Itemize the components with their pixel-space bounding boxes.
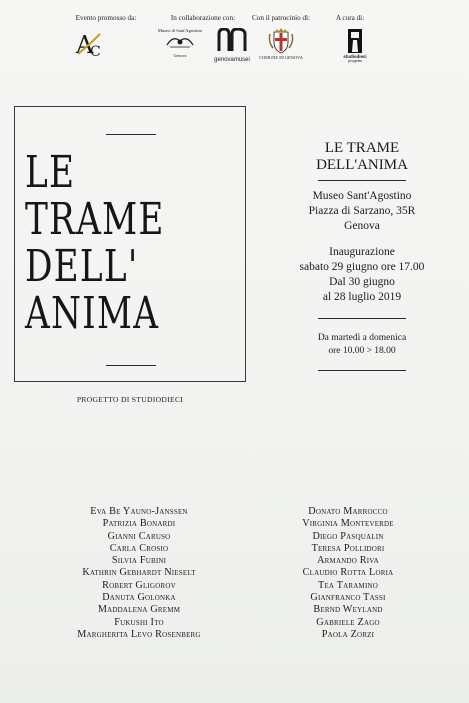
- ac-monogram-logo: [74, 28, 108, 60]
- info-divider-3: [318, 370, 406, 371]
- sponsor-patronage: [246, 14, 316, 60]
- artist-name: Bernd Weyland: [313, 604, 383, 616]
- artist-name: Paola Zorzi: [321, 628, 375, 640]
- artist-name: Fukushi Ito: [114, 616, 164, 628]
- inauguration-date: sabato 29 giugno ore 17.00: [299, 261, 425, 273]
- artist-name: Danuta Golonka: [102, 592, 176, 604]
- venue-city: Genova: [344, 220, 380, 232]
- artist-name: Virginia Monteverde: [302, 518, 394, 530]
- patronage-label: Con il patrocinio di:: [251, 14, 311, 22]
- museum-logo-block: [154, 28, 206, 58]
- museum-emblem-logo: [165, 33, 195, 49]
- title-box: [14, 106, 246, 382]
- artist-name: Gianni Caruso: [107, 530, 171, 542]
- opening-start: Dal 30 giugno: [329, 276, 395, 288]
- sponsor-curator: [322, 14, 378, 63]
- artist-name: Patrizia Bonardi: [102, 518, 176, 530]
- artist-name: Teresa Pollidori: [311, 542, 385, 554]
- big-title: [25, 149, 204, 337]
- big-title-line-3: DELL': [25, 241, 139, 292]
- museum-logo-city: Genova: [173, 53, 187, 58]
- hours-block: [262, 332, 462, 358]
- title-top-rule: [106, 134, 156, 135]
- artist-name: Silvia Fubini: [111, 555, 167, 567]
- exhibition-title: [262, 140, 462, 174]
- studiodieci-figure-logo: [347, 28, 363, 54]
- genovamusei-logo-text: genovamusei: [214, 57, 250, 63]
- artist-name: Robert Gligorov: [102, 579, 176, 591]
- svg-text:C: C: [90, 44, 101, 60]
- info-divider-2: [318, 318, 406, 319]
- city-coat-of-arms-logo: [267, 28, 295, 54]
- artist-list-right: [262, 506, 434, 641]
- artist-name: Tea Taramino: [318, 579, 378, 591]
- studio-logo-subtext: progetto: [348, 59, 362, 63]
- artist-name: Margherita Levo Rosenberg: [77, 628, 201, 640]
- dates-block: [262, 245, 462, 305]
- collab-label: In collaborazione con:: [170, 14, 236, 22]
- inauguration-label: Inaugurazione: [329, 246, 395, 258]
- venue-block: [262, 189, 462, 234]
- sponsor-collab: [148, 14, 258, 63]
- opening-days: Da martedì a domenica: [317, 333, 407, 343]
- artist-name: Gabriele Zago: [316, 616, 380, 628]
- sponsor-strip: [0, 14, 469, 104]
- artist-name: Kathrin Gebhardt Nieselt: [82, 567, 196, 579]
- title-bottom-rule: [106, 365, 156, 366]
- info-divider-1: [318, 180, 406, 181]
- opening-end: al 28 luglio 2019: [322, 291, 402, 303]
- venue-address: Piazza di Sarzano, 35R: [308, 205, 416, 217]
- sponsor-promoter: [56, 14, 156, 60]
- venue-name: Museo Sant'Agostino: [312, 190, 412, 202]
- artist-name: Armando Riva: [317, 555, 379, 567]
- artist-name: Donato Marrocco: [308, 506, 388, 517]
- big-title-line-2: TRAME: [25, 194, 165, 245]
- artist-name: Claudio Rotta Loria: [302, 567, 394, 579]
- comune-logo-text: COMUNE DI GENOVA: [259, 55, 303, 60]
- opening-hours: ore 10.00 > 18.00: [328, 346, 396, 356]
- exhibition-title-line-1: LE TRAME: [324, 140, 400, 156]
- svg-text:A: A: [76, 31, 94, 59]
- project-credit: PROGETTO DI STUDIODIECI: [76, 395, 184, 404]
- studio-logo-text: studiodieci: [343, 54, 367, 59]
- museum-logo-name: Museo di Sant'Agostino: [157, 28, 203, 33]
- promoted-label: Evento promosso da:: [75, 14, 137, 22]
- big-title-line-4: ANIMA: [25, 288, 160, 339]
- genovamusei-m-logo: [216, 28, 248, 52]
- artist-name: Gianfranco Tassi: [310, 592, 386, 604]
- artist-name: Carla Crosio: [109, 542, 169, 554]
- big-title-line-1: LE: [25, 147, 76, 198]
- artist-name: Diego Pasqualin: [312, 530, 384, 542]
- artist-list-left: [40, 506, 238, 641]
- artist-name: Maddalena Gremm: [97, 604, 181, 616]
- curated-label: A cura di:: [335, 14, 365, 22]
- artist-name: Eva Be Yauno-Janssen: [90, 506, 188, 517]
- exhibition-title-line-2: DELL'ANIMA: [316, 157, 408, 173]
